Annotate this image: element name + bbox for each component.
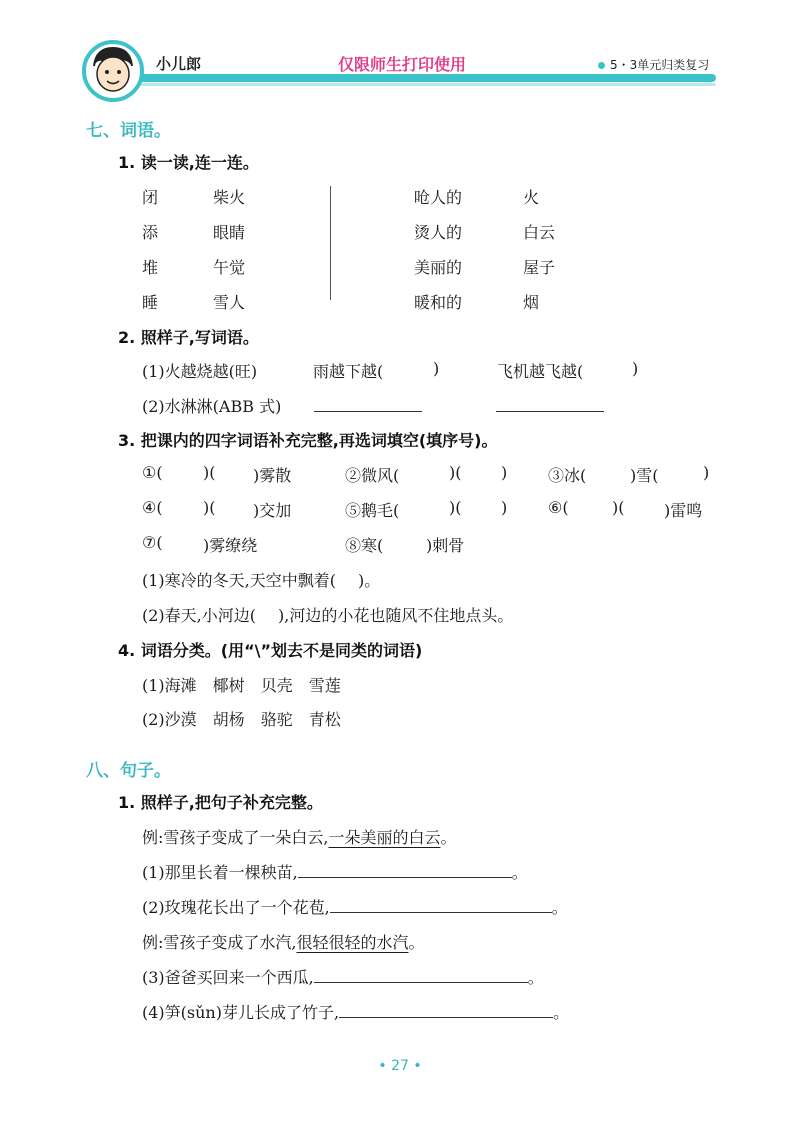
match-left-a: 添 [142, 223, 159, 242]
q1-title: 1. 读一读,连一连。 [118, 153, 259, 172]
match-right-b: 屋子 [523, 258, 556, 277]
bullet-dot-icon [598, 62, 605, 69]
idiom-7-part: )雾缭绕 [203, 536, 258, 555]
idiom-2-part: )( [449, 463, 462, 482]
idiom-1-part: ①( [142, 463, 163, 482]
idiom-1-part: )( [203, 463, 216, 482]
unit-label [598, 56, 709, 73]
idiom-8-part: )刺骨 [426, 536, 465, 555]
idiom-5-part: )( [449, 498, 462, 517]
idiom-6-part: )雷鸣 [664, 501, 703, 520]
idiom-5-part: ⑤鹅毛( [345, 501, 400, 520]
match-right-a: 呛人的 [414, 188, 463, 207]
idiom-3-part: ③冰( [548, 466, 587, 485]
idiom-2-part: ②微风( [345, 466, 400, 485]
column-divider [330, 186, 331, 300]
idiom-6-part: ⑥( [548, 498, 569, 517]
idiom-8-part: ⑧寒( [345, 536, 384, 555]
match-left-b: 柴火 [213, 188, 246, 207]
idiom-4-part: ④( [142, 498, 163, 517]
q2-item-a-close: ) [433, 359, 440, 378]
brand-name: 小儿郎 [156, 55, 202, 73]
idiom-7-part: ⑦( [142, 533, 163, 552]
match-left-b: 眼睛 [213, 223, 246, 242]
q3-sentence-1: (1)寒冷的冬天,天空中飘着( )。 [142, 571, 381, 590]
sentence-2: (2)玫瑰花长出了一个花苞, 。 [142, 898, 568, 917]
q2-item-b: 飞机越飞越( [497, 362, 584, 381]
idiom-1-part: )雾散 [253, 466, 292, 485]
answer-line[interactable] [298, 863, 512, 878]
q2-title: 2. 照样子,写词语。 [118, 328, 259, 347]
unit-text: 5・3单元归类复习 [610, 58, 710, 72]
q2-item-a: 雨越下越( [313, 362, 384, 381]
section-7-title: 七、词语。 [86, 121, 171, 141]
header-bar-shadow [120, 83, 716, 86]
match-right-a: 美丽的 [414, 258, 463, 277]
match-right-b: 白云 [523, 223, 556, 242]
idiom-3-part: )雪( [630, 466, 659, 485]
example-2: 例:雪孩子变成了水汽,很轻很轻的水汽。 [142, 933, 425, 952]
idiom-2-part: ) [501, 463, 508, 482]
s8-q1-title: 1. 照样子,把句子补充完整。 [118, 793, 323, 812]
match-right-b: 火 [523, 188, 540, 207]
idiom-5-part: ) [501, 498, 508, 517]
header-bar [96, 74, 716, 82]
sentence-1: (1)那里长着一棵秧苗, 。 [142, 863, 528, 882]
answer-line[interactable] [314, 968, 528, 983]
example-1: 例:雪孩子变成了一朵白云,一朵美丽的白云。 [142, 828, 457, 847]
q2-abb-prompt: (2)水淋淋(ABB 式) [142, 397, 282, 416]
q2-example: (1)火越烧越(旺) [142, 362, 258, 381]
page-number: • 27 • [378, 1058, 422, 1074]
answer-line[interactable] [330, 898, 552, 913]
sentence-4: (4)笋(sǔn)芽儿长成了竹子, 。 [142, 1003, 570, 1022]
sentence-3: (3)爸爸买回来一个西瓜, 。 [142, 968, 544, 987]
match-right-b: 烟 [523, 293, 540, 312]
q2-item-b-close: ) [632, 359, 639, 378]
match-right-a: 烫人的 [414, 223, 463, 242]
q3-sentence-2: (2)春天,小河边( ),河边的小花也随风不住地点头。 [142, 606, 514, 625]
idiom-6-part: )( [612, 498, 625, 517]
print-notice: 仅限师生打印使用 [338, 55, 467, 74]
match-left-a: 堆 [142, 258, 159, 277]
match-left-a: 闭 [142, 188, 159, 207]
mascot-boy-icon [82, 40, 144, 102]
q4-title: 4. 词语分类。(用“\”划去不是同类的词语) [118, 641, 423, 660]
idiom-4-part: )( [203, 498, 216, 517]
match-left-b: 雪人 [213, 293, 246, 312]
idiom-3-part: ) [703, 463, 710, 482]
answer-line[interactable] [339, 1003, 553, 1018]
match-right-a: 暖和的 [414, 293, 463, 312]
match-left-b: 午觉 [213, 258, 246, 277]
section-8-title: 八、句子。 [86, 761, 171, 781]
match-left-a: 睡 [142, 293, 159, 312]
answer-line[interactable] [314, 397, 422, 412]
q3-title: 3. 把课内的四字词语补充完整,再选词填空(填序号)。 [118, 431, 498, 450]
q4-row-1: (1)海滩 椰树 贝壳 雪莲 [142, 676, 341, 695]
idiom-4-part: )交加 [253, 501, 292, 520]
answer-line[interactable] [496, 397, 604, 412]
q4-row-2: (2)沙漠 胡杨 骆驼 青松 [142, 710, 341, 729]
